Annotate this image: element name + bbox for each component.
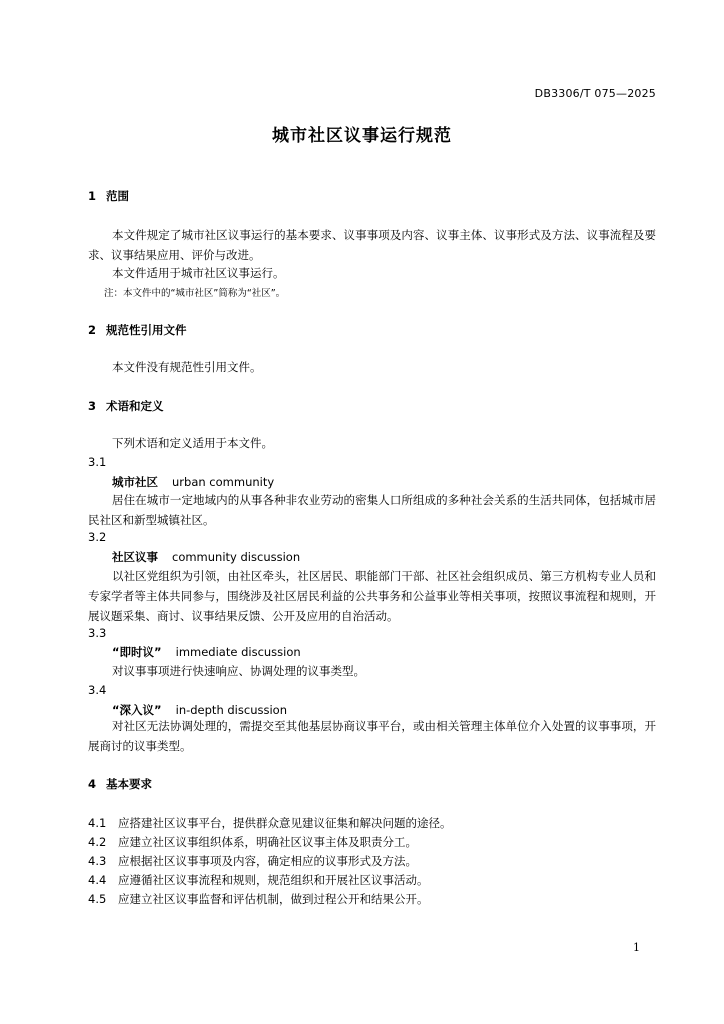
term-zh: “深入议” <box>112 703 162 717</box>
term-zh: “即时议” <box>112 645 162 659</box>
requirement-item <box>88 815 452 831</box>
requirement-number: 4.1 <box>88 816 107 830</box>
term-heading <box>112 644 301 660</box>
term-en: immediate discussion <box>175 645 301 659</box>
term-en: community discussion <box>172 550 301 564</box>
term-zh: 社区议事 <box>112 550 158 564</box>
term-heading <box>112 474 274 490</box>
term-definition: 居住在城市一定地域内的从事各种非农业劳动的密集人口所组成的多种社会关系的生活共同体，包括城市居民社区和新型城镇社区。 <box>88 493 656 527</box>
section-title: 基本要求 <box>106 777 152 791</box>
term-definition: 以社区党组织为引领，由社区牵头，社区居民、职能部门干部、社区社会组织成员、第三方机构专业人员和专家学者等主体共同参与，围绕涉及社区居民利益的公共事务和公益事业等相关事项，按照议事流程和规则，开展议题采集、商讨、议事结果反馈、公开及应用的自治活动。 <box>88 569 656 623</box>
section-title: 术语和定义 <box>106 399 164 413</box>
requirement-number: 4.2 <box>88 835 107 849</box>
document-title: 城市社区议事运行规范 <box>272 126 452 146</box>
section-number: 1 <box>88 189 97 203</box>
requirement-number: 4.4 <box>88 873 107 887</box>
term-definition: 对议事事项进行快速响应、协调处理的议事类型。 <box>112 664 365 678</box>
section-title: 范围 <box>106 189 129 203</box>
requirement-number: 4.3 <box>88 854 107 868</box>
term-number: 3.1 <box>88 455 107 469</box>
term-definition: 对社区无法协调处理的，需提交至其他基层协商议事平台，或由相关管理主体单位介入处置的议事事项，开展商讨的议事类型。 <box>88 719 656 753</box>
requirement-number: 4.5 <box>88 892 107 906</box>
requirement-item <box>88 891 429 907</box>
term-en: urban community <box>172 475 275 489</box>
paragraph: 本文件适用于城市社区议事运行。 <box>112 266 285 280</box>
section-title: 规范性引用文件 <box>106 323 187 337</box>
section-number: 2 <box>88 323 97 337</box>
term-number: 3.2 <box>88 530 107 544</box>
paragraph: 下列术语和定义适用于本文件。 <box>112 436 273 450</box>
page-number: 1 <box>633 941 640 954</box>
requirement-item <box>88 834 417 850</box>
requirement-text: 应遵循社区议事流程和规则，规范组织和开展社区议事活动。 <box>118 873 429 887</box>
term-zh: 城市社区 <box>112 475 158 489</box>
note: 注：本文件中的“城市社区”简称为“社区”。 <box>104 288 286 299</box>
document-number: DB3306/T 075—2025 <box>534 87 656 100</box>
paragraph: 本文件没有规范性引用文件。 <box>112 360 262 374</box>
term-number: 3.4 <box>88 683 107 697</box>
term-heading <box>112 549 300 565</box>
section-3-heading <box>88 398 164 414</box>
requirement-text: 应根据社区议事事项及内容，确定相应的议事形式及方法。 <box>118 854 417 868</box>
section-number: 3 <box>88 399 97 413</box>
section-2-heading <box>88 322 187 338</box>
requirement-text: 应搭建社区议事平台，提供群众意见建议征集和解决问题的途径。 <box>118 816 452 830</box>
term-number: 3.3 <box>88 626 107 640</box>
section-number: 4 <box>88 777 97 791</box>
section-4-heading <box>88 776 152 792</box>
requirement-item <box>88 872 429 888</box>
section-1-heading <box>88 188 129 204</box>
requirement-text: 应建立社区议事组织体系，明确社区议事主体及职责分工。 <box>118 835 417 849</box>
requirement-item <box>88 853 417 869</box>
paragraph: 本文件规定了城市社区议事运行的基本要求、议事事项及内容、议事主体、议事形式及方法、议事流程及要求、议事结果应用、评价与改进。 <box>88 228 656 262</box>
requirement-text: 应建立社区议事监督和评估机制，做到过程公开和结果公开。 <box>118 892 429 906</box>
term-en: in-depth discussion <box>175 703 287 717</box>
